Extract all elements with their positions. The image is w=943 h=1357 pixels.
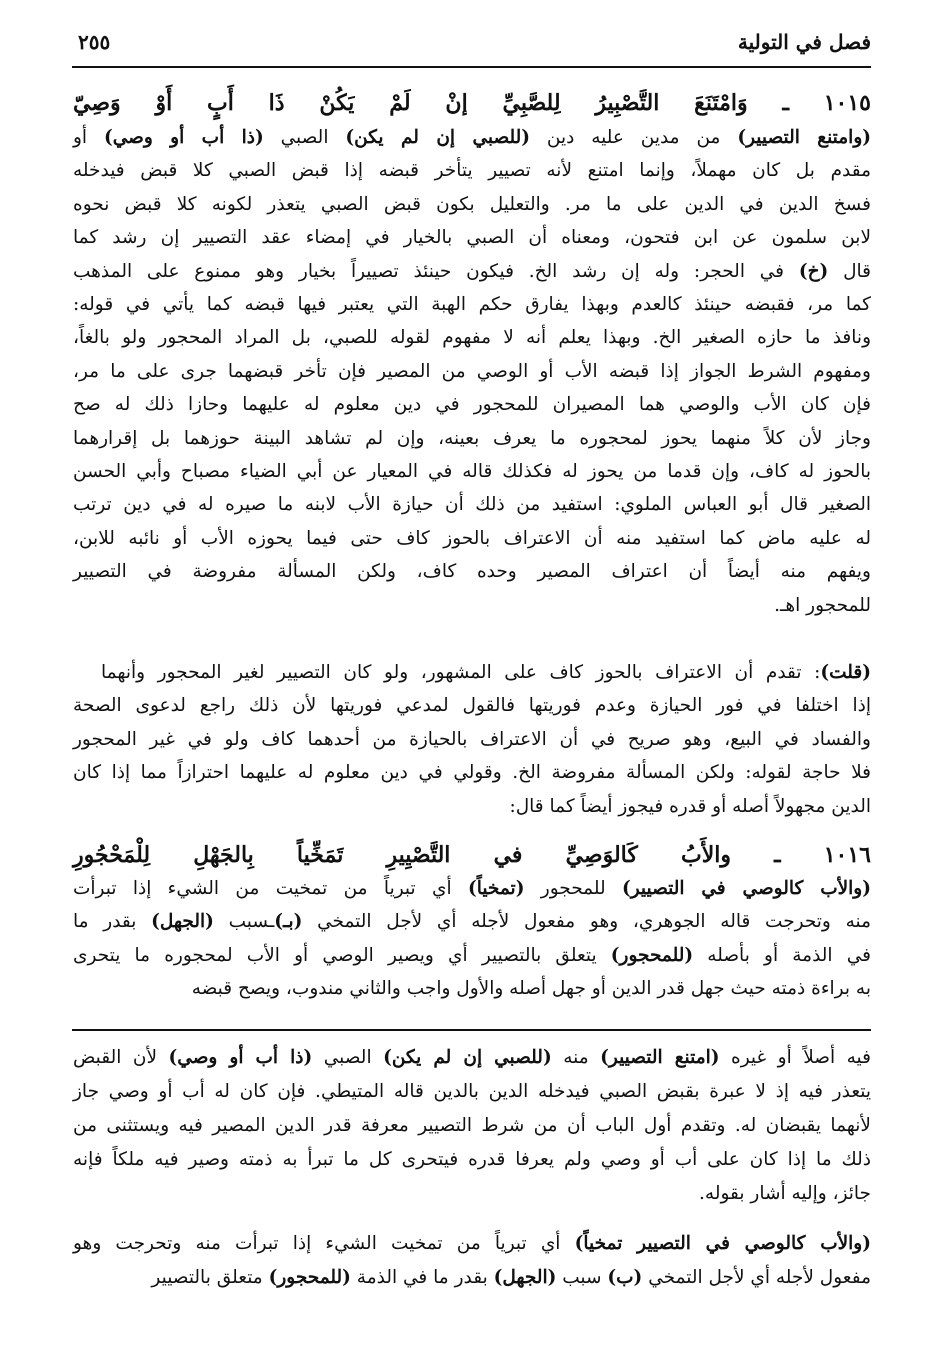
para1-line: وجاز لأن كلاً منهما يحوز لمحجوره ما يعرف بعينه، وإن لم تشاهد البينة حوزهما بل إقرارهما — [73, 427, 871, 449]
verse-1015: ١٠١٥ ـ وَامْتَنَعَ التَّصْبِيرُ لِلصَّبِيِّ إنْ لَمْ يَكُنْ ذَا أَبٍ أَوْ وَصِيّ — [73, 90, 871, 116]
footnote2-line: (والأب كالوصي في التصيير تمخياً) أي تبرياً من تمخيت الشيء إذا تبرأت منه وتحرجت وهو — [73, 1233, 871, 1254]
para2-line: والفساد في البيع، وهو صريح في أن الاعتراف بالحيازة من أحدهما كاف ولو في غير المحجور — [73, 728, 871, 750]
footnote1-line: لأنهما يقبضان له. وتقدم أول الباب أن من شرط التصيير معرفة قدر الدين المصير فيه ويستثنى من — [73, 1115, 871, 1136]
para2-line: فلا حاجة لقوله: ولكن المسألة مفروضة الخ. وقولي في دين معلوم له عليهما احترازاً مما إذا كان — [73, 762, 871, 784]
para3-line: (والأب كالوصي في التصيير) للمحجور (تمخياً) أي تبرياً من تمخيت من الشيء إذا تبرأت — [73, 878, 871, 899]
para1-line: له عليه ماض كما استفيد منه أن الاعتراف بالحوز كاف حتى فيما يحوزه الأب أو نائبه للابن، — [73, 527, 871, 549]
para1-line: فسخ الدين في الدين على ما مر. والتعليل بكون قبض الصبي يتعذر لكونه كلا قبض نحوه — [73, 193, 871, 215]
para1-line: كما مر، فقبضه حينئذ كالعدم وبهذا يفارق حكم الهبة التي يعتبر فيها قبضه كما يأتي في قوله: — [73, 294, 871, 315]
footnote-rule — [72, 1029, 871, 1031]
verse-1016: ١٠١٦ ـ والأَبُ كَالوَصِيِّ في التَّصْيِيرِ تَمَخِّياً بِالجَهْلِ لِلْمَحْجُورِ — [73, 842, 871, 868]
para1-line: مقدم بل كان مهملاً، وإنما امتنع لأنه تصيير يتأخر قبضه إذا قبض الصبي كلا قبض فيدخله — [73, 160, 871, 182]
footnote1-line: جائز، وإليه أشار بقوله. — [699, 1183, 871, 1204]
para1-line: الصغير قال أبو العباس الملوي: استفيد من ذلك أن حيازة الأب لابنه ما صيره له في دين ترتب — [73, 494, 871, 516]
para2-line: (قلت): تقدم أن الاعتراف بالحوز كاف على المشهور، ولو كان التصيير لغير المحجور وأنهما — [101, 662, 871, 683]
footnote1-line: يتعذر فيه إذ لا عبرة بقبض الصبي فيدخله الدين بالدين قاله المتيطي. فإن كان له أب أو وصي جاز — [73, 1081, 871, 1102]
footnote1-line: ذلك ما إذا كان على أب أو وصي ولم يعرفا قدره فيتحرى كل ما تبرأ به ذمته وصير فيه ملكاً فإنه — [73, 1149, 871, 1170]
para1-line: ويفهم منه أيضاً أن اعتراف المصير وحده كاف، ولكن المسألة مفروضة في التصيير — [73, 561, 871, 583]
para1-line: للمحجور اهـ. — [774, 594, 871, 616]
para1-line: فإن كان الأب والوصي هما المصيران للمحجور في دين معلوم له عليهما وحازا ذلك له صح — [73, 394, 871, 416]
para1-line: قال (خ) في الحجر: وله إن رشد الخ. فيكون حينئذ تصييراً بخيار وهو ممنوع على المذهب — [73, 260, 871, 282]
footnote2-line: مفعول لأجله أي لأجل التمخي (ب) سبب (الجهل) بقدر ما في الذمة (للمحجور) متعلق بالتصيير — [151, 1267, 871, 1288]
para1-line: بالحوز له كاف، وإن قدما من يحوز له فكذلك قاله في المعيار عن أبي الضياء مصباح وأبي الحسن — [73, 461, 871, 482]
para1-line: ونافذ ما حازه الصغير الخ. وبهذا يعلم أنه لا مفهوم لقوله للصبي، بل المراد المحجور ولو بالغاً، — [73, 327, 871, 349]
page-number: ٢٥٥ — [78, 30, 111, 54]
header-rule — [72, 66, 871, 68]
para1-line: لابن سلمون عن ابن فتحون، ومعناه أن الصبي بالخيار في إمضاء عقد التصيير إن رشد كما — [73, 227, 871, 249]
para3-line: به براءة ذمته حيث جهل قدر الدين أو جهل أصله والأول واجب والثاني مندوب، ويصح قبضه — [191, 978, 871, 1000]
running-header-title: فصل في التولية — [737, 30, 871, 54]
para1-line: ومفهوم الشرط الجواز إذا قبضه الأب أو الوصي من المصير فإن تأخر قبضهما جرى على ما مر، — [73, 360, 871, 382]
para3-line: منه وتحرجت قاله الجوهري، وهو مفعول لأجله أي لأجل التمخي (بـ)ـسبب (الجهل) بقدر ما — [73, 911, 871, 933]
para3-line: في الذمة أو بأصله (للمحجور) يتعلق بالتصيير أي ويصير الوصي أو الأب لمحجوره ما يتحرى — [73, 944, 871, 966]
para1-line: (وامتنع التصيير) من مدين عليه دين (للصبي إن لم يكن) الصبي (ذا أب أو وصي) أو — [73, 127, 872, 148]
para2-line: الدين مجهولاً أصله أو قدره فيجوز أيضاً كما قال: — [509, 795, 871, 817]
footnote1-line: فيه أصلاً أو غيره (امتنع التصيير) منه (للصبي إن لم يكن) الصبي (ذا أب أو وصي) لأن القبض — [73, 1047, 871, 1068]
para2-line: إذا اختلفا في فور الحيازة وعدم فوريتها فالقول لمدعي فوريتها لأن ذلك راجع لدعوى الصحة — [73, 695, 871, 717]
